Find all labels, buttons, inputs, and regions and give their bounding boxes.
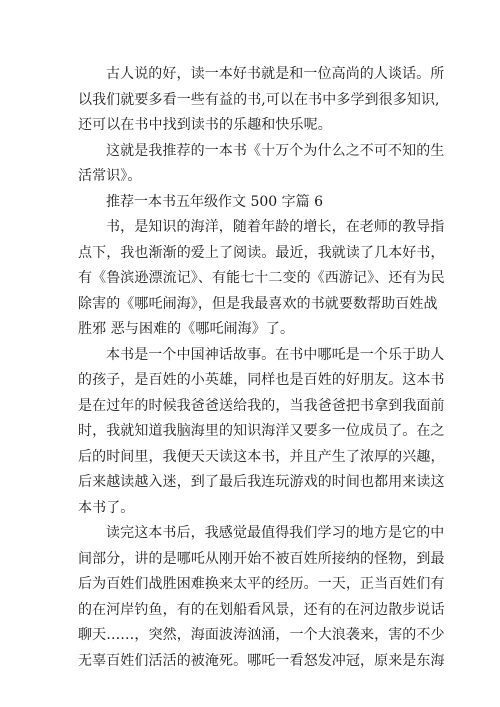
text-line: 时，我就知道我脑海里的知识海洋又要多一位成员了。在之 bbox=[78, 423, 445, 439]
paragraph-2 bbox=[78, 139, 448, 190]
text-line: 间部分，讲的是哪吒从刚开始不被百姓所接纳的怪物，到最 bbox=[78, 550, 445, 567]
text-line: 这就是我推荐的一本书《十万个为什么之不可不知的生 bbox=[106, 142, 445, 159]
text-line: 无辜百姓们活活的被淹死。哪吒一看怒发冲冠，原来是东海 bbox=[78, 652, 445, 669]
text-line: 点下，我也渐渐的爱上了阅读。最近，我就读了几本好书， bbox=[78, 244, 445, 261]
paragraph-5 bbox=[78, 521, 448, 674]
text-line: 除害的《哪吒闹海》，但是我最喜欢的书就要数帮助百姓战 bbox=[78, 295, 438, 312]
section-heading: 推荐一本书五年级作文 500 字篇 6 bbox=[106, 193, 323, 210]
text-line: 以我们就要多看一些有益的书,可以在书中多学到很多知识, bbox=[78, 91, 440, 108]
text-line: 的在河岸钓鱼，有的在划船看风景，还有的在河边散步说话 bbox=[78, 601, 445, 618]
text-line: 活常识》。 bbox=[78, 168, 142, 184]
paragraph-3 bbox=[78, 215, 448, 343]
text-line: 后来越读越入迷，到了最后我连玩游戏的时间也都用来读这 bbox=[78, 474, 445, 490]
text-line: 后为百姓们战胜困难换来太平的经历。一天，正当百姓们有 bbox=[78, 576, 445, 592]
text-line: 聊天……，突然，海面波涛汹涌，一个大浪袭来，害的不少 bbox=[78, 627, 445, 643]
article-body bbox=[78, 62, 448, 674]
text-line: 古人说的好，读一本好书就是和一位高尚的人谈话。所 bbox=[106, 66, 445, 82]
text-line: 本书是一个中国神话故事。在书中哪吒是一个乐于助人 bbox=[106, 346, 445, 363]
text-line: 的孩子，是百姓的小英雄，同样也是百姓的好朋友。这本书 bbox=[78, 372, 445, 388]
text-line: 还可以在书中找到读书的乐趣和快乐呢。 bbox=[78, 117, 332, 133]
text-line: 书，是知识的海洋，随着年龄的增长，在老师的教导指 bbox=[106, 219, 445, 235]
paragraph-4 bbox=[78, 343, 448, 522]
text-line: 本书了。 bbox=[78, 499, 135, 516]
text-line: 是在过年的时候我爸爸送给我的，当我爸爸把书拿到我面前 bbox=[78, 397, 445, 414]
text-line: 后的时间里，我便天天读这本书，并且产生了浓厚的兴趣， bbox=[78, 448, 445, 465]
text-line: 读完这本书后，我感觉最值得我们学习的地方是它的中 bbox=[106, 525, 445, 541]
text-line: 胜邪 恶与困难的《哪吒闹海》了。 bbox=[78, 321, 295, 337]
paragraph-1 bbox=[78, 62, 448, 139]
text-line: 有《鲁滨逊漂流记》、有能七十二变的《西游记》、还有为民 bbox=[78, 270, 445, 286]
